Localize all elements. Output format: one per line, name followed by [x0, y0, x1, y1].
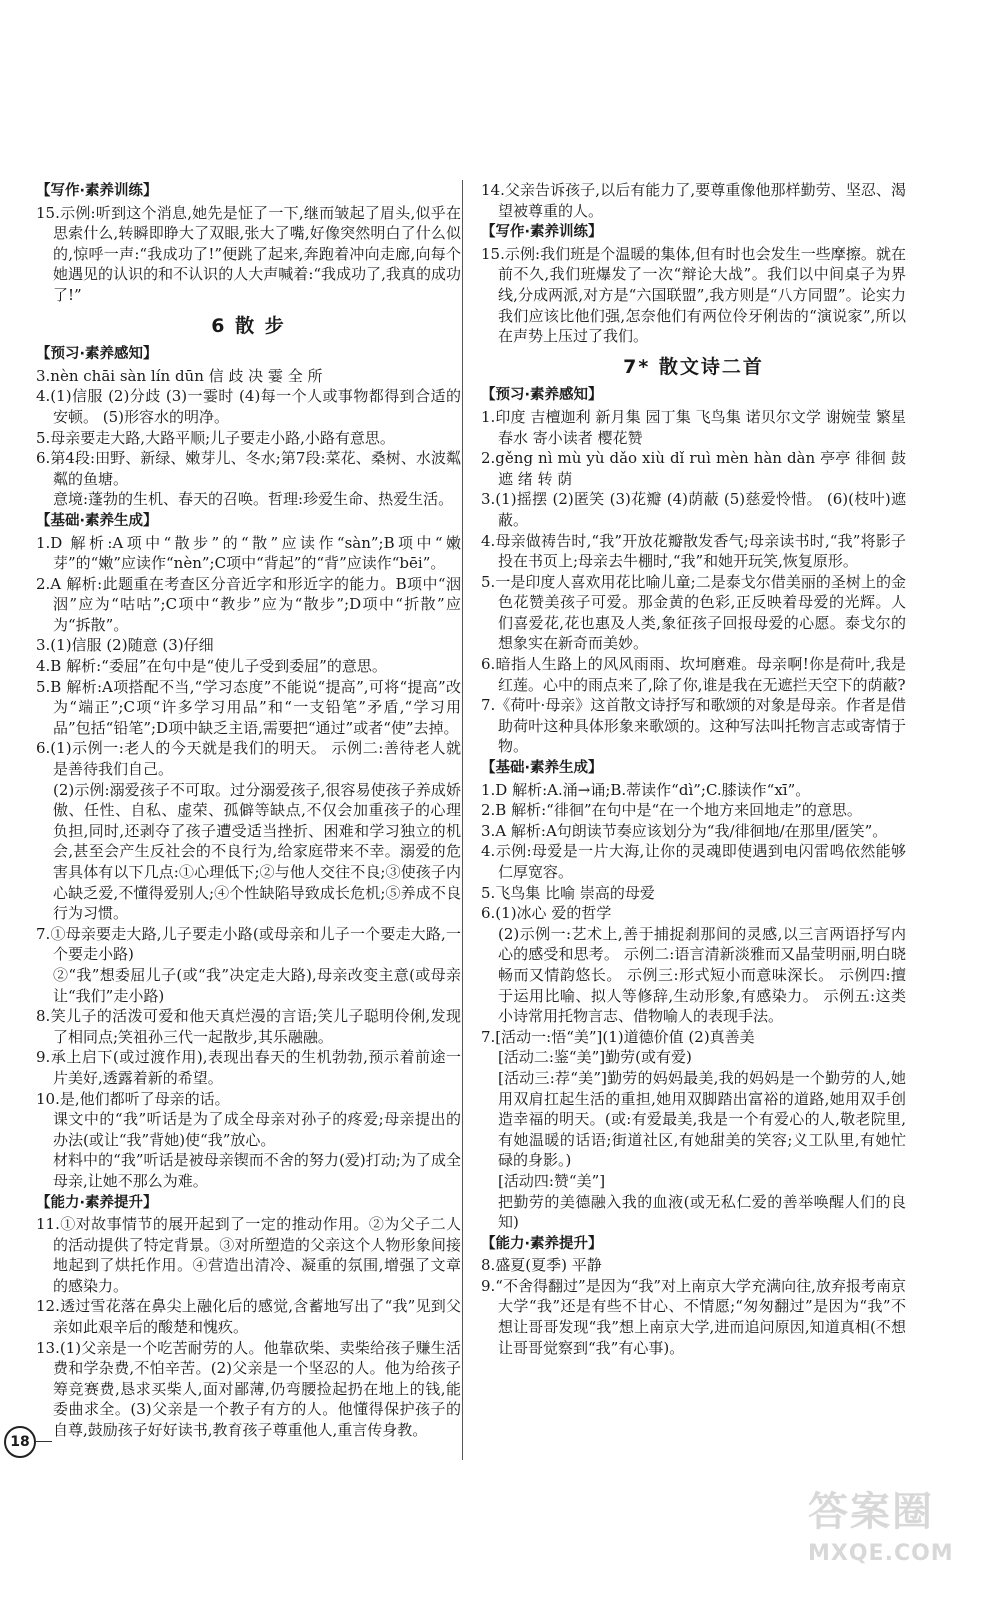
answer-item: 1.D 解析:A.涌→诵;B.蒂读作“dì”;C.膝读作“xī”。: [481, 780, 811, 799]
column-divider: [462, 180, 463, 1460]
answer-item: 4.B 解析:“委屈”在句中是“使儿子受到委屈”的意思。: [36, 657, 387, 676]
answer-item: 14.父亲告诉孩子,以后有能力了,要尊重像他那样勤劳、坚忍、渴望被尊重的人。: [481, 181, 906, 220]
answer-subitem: (2)示例:溺爱孩子不可取。过分溺爱孩子,很容易使孩子养成娇傲、任性、自私、虚荣、孤僻等缺点,不仅会加重孩子的心理负担,同时,还剥夺了孩子遭受适当挫折、困难和学习独立的机会,甚至会产生反社会的不良行为,给家庭带来不幸。溺爱的危害具体有以下几点:①心理低下;②与他人交往不良;③使孩子内心缺乏爱,不懂得爱别人;④个性缺陷导致成长危机;⑤养成不良行为习惯。: [53, 780, 461, 923]
answer-item: 5.B 解析:A项搭配不当,“学习态度”不能说“提高”,可将“提高”改为“端正”;C项“许多学习用品”和“一支铅笔”矛盾,“学习用品”包括“铅笔”;D项中缺乏主语,需要把“通过”或者“使”去掉。: [36, 677, 461, 737]
answer-item: 13.(1)父亲是一个吃苦耐劳的人。他靠砍柴、卖柴给孩子赚生活费和学杂费,不怕辛苦。(2)父亲是一个坚忍的人。他为给孩子筹竞赛费,恳求买柴人,面对鄙薄,仍弯腰捡起扔在地上的钱,能委曲求全。(3)父亲是一个教子有方的人。他懂得保护孩子的自尊,鼓励孩子好好读书,教育孩子尊重他人,重言传身教。: [36, 1338, 461, 1440]
answer-subitem: ②“我”想委屈儿子(或“我”决定走大路),母亲改变主意(或母亲让“我们”走小路): [53, 965, 461, 1005]
section-heading-writing: 【写作·素养训练】: [481, 224, 603, 241]
answer-item: 7.《荷叶·母亲》这首散文诗抒写和歌颂的对象是母亲。作者是借助荷叶这种具体形象来歌颂的。这种写法叫托物言志或寄情于物。: [481, 696, 906, 756]
answer-item: 7.①母亲要走大路,儿子要走小路(或母亲和儿子一个要走大路,一个要走小路): [36, 924, 461, 964]
section-heading-ability: 【能力·素养提升】: [36, 1194, 158, 1211]
watermark-logo: [808, 1480, 978, 1590]
answer-item: 5.母亲要走大路,大路平顺;儿子要走小路,小路有意思。: [36, 428, 395, 447]
answer-item: 15.示例:我们班是个温暖的集体,但有时也会发生一些摩擦。就在前不久,我们班爆发了一次“辩论大战”。我们以中间桌子为界线,分成两派,对方是“六国联盟”,我方则是“八方同盟”。论实力我们应该比他们强,怎奈他们有两位伶牙俐齿的“演说家”,所以在声势上压过了我们。: [481, 244, 906, 346]
section-heading-ability: 【能力·素养提升】: [481, 1235, 603, 1252]
watermark-logo-text: 答案圈: [808, 1489, 934, 1535]
watermark-url: MXQE.COM: [808, 1541, 954, 1566]
lesson-title-6: 6 散 步: [211, 314, 286, 337]
answer-item: 5.一是印度人喜欢用花比喻儿童;二是泰戈尔借美丽的圣树上的金色花赞美孩子可爱。那金黄的色彩,正反映着母爱的光辉。人们喜爱花,花也惠及人类,象征孩子回报母爱的心愿。泰戈尔的想象实在新奇而美妙。: [481, 572, 906, 653]
answer-item: 3.A 解析:A句朗读节奏应该划分为“我/徘徊地/在那里/匿笑”。: [481, 821, 888, 840]
answer-item: 10.是,他们都听了母亲的话。: [36, 1089, 230, 1108]
section-heading-basic: 【基础·素养生成】: [481, 760, 603, 777]
right-column: [481, 180, 906, 1358]
answer-item: 15.示例:听到这个消息,她先是怔了一下,继而皱起了眉头,似乎在思索什么,转瞬即睁大了双眼,张大了嘴,好像突然明白了什么似的,惊呼一声:“我成功了!”便跳了起来,奔跑着冲向走廊,向每个她遇见的认识的和不认识的人大声喊着:“我成功了,我真的成功了!”: [36, 203, 461, 304]
answer-item: 5.飞鸟集 比喻 崇高的母爱: [481, 883, 655, 902]
answer-item: 4.(1)信服 (2)分歧 (3)一霎时 (4)每一个人或事物都得到合适的安顿。 (5)形容水的明净。: [36, 387, 461, 426]
answer-item: 6.暗指人生路上的风风雨雨、坎坷磨难。母亲啊!你是荷叶,我是红莲。心中的雨点来了,除了你,谁是我在无遮拦天空下的荫蔽?: [481, 655, 906, 694]
answer-subitem: 材料中的“我”听话是被母亲锲而不舍的努力(爱)打动;为了成全母亲,让她不那么为难。: [53, 1151, 461, 1190]
answer-subitem: 意境:蓬勃的生机、春天的召唤。哲理:珍爱生命、热爱生活。: [53, 490, 454, 509]
answer-subitem: (2)示例一:艺术上,善于捕捉刹那间的灵感,以三言两语抒写内心的感受和思考。 示例二:语言清新淡雅而又晶莹明丽,明白晓畅而又情韵悠长。 示例三:形式短小而意味深长。 示例四:擅于运用比喻、拟人等修辞,生动形象,有感染力。 示例五:这类小诗常用托物言志、借物喻人的表现手法。: [498, 924, 906, 1026]
answer-item: 9.“不舍得翻过”是因为“我”对上南京大学充满向往,放弃报考南京大学“我”还是有些不甘心、不情愿;“匆匆翻过”是因为“我”不想让哥哥发现“我”想上南京大学,进而追问原因,知道真相(不想让哥哥觉察到“我”有心事)。: [481, 1276, 906, 1357]
answer-item: 12.透过雪花落在鼻尖上融化后的感觉,含蓄地写出了“我”见到父亲如此艰辛后的酸楚和愧疚。: [36, 1297, 461, 1337]
answer-subitem: 把勤劳的美德融入我的血液(或无私仁爱的善举唤醒人们的良知): [498, 1192, 906, 1232]
section-heading-preview: 【预习·素养感知】: [36, 346, 158, 363]
answer-item: 8.盛夏(夏季) 平静: [481, 1256, 602, 1275]
answer-item: 7.[活动一:悟“美”](1)道德价值 (2)真善美: [481, 1027, 755, 1046]
answer-item: 6.第4段:田野、新绿、嫩芽儿、冬水;第7段:菜花、桑树、水波粼粼的鱼塘。: [36, 449, 461, 488]
answer-item: 2.gěng nì mù yù dǎo xiù dǐ ruì mèn hàn dàn 亭亭 徘徊 鼓 遮 绪 转 荫: [481, 449, 906, 488]
left-column: [36, 180, 461, 1441]
answer-item: 3.nèn chāi sàn lín dūn 信 歧 决 霎 全 所: [36, 366, 323, 385]
answer-subitem: [活动二:鉴“美”]勤劳(或有爱): [498, 1048, 692, 1067]
answer-item: 3.(1)摇摆 (2)匿笑 (3)花瓣 (4)荫蔽 (5)慈爱怜惜。 (6)(枝叶)遮蔽。: [481, 490, 906, 529]
lesson-title-7: 7* 散文诗二首: [623, 355, 764, 378]
answer-item: 6.(1)冰心 爱的哲学: [481, 904, 612, 923]
page-number: 18: [4, 1426, 36, 1458]
section-heading-preview: 【预习·素养感知】: [481, 387, 603, 404]
section-heading-basic: 【基础·素养生成】: [36, 512, 158, 529]
answer-item: 2.B 解析:“徘徊”在句中是“在一个地方来回地走”的意思。: [481, 801, 862, 820]
answer-item: 4.母亲做祷告时,“我”开放花瓣散发香气;母亲读书时,“我”将影子投在书页上;母亲去牛棚时,“我”和她开玩笑,恢复原形。: [481, 531, 906, 571]
answer-item: 1.印度 吉檀迦利 新月集 园丁集 飞鸟集 诺贝尔文学 谢婉莹 繁星 春水 寄小读者 樱花赞: [481, 407, 906, 447]
answer-item: 8.笑儿子的活泼可爱和他天真烂漫的言语;笑儿子聪明伶俐,发现了相同点;笑祖孙三代一起散步,其乐融融。: [36, 1007, 461, 1046]
answer-item: 3.(1)信服 (2)随意 (3)仔细: [36, 636, 214, 655]
answer-item: 9.承上启下(或过渡作用),表现出春天的生机勃勃,预示着前途一片美好,透露着新的希望。: [36, 1048, 461, 1087]
section-heading-writing: 【写作·素养训练】: [36, 183, 158, 199]
answer-item: 4.示例:母爱是一片大海,让你的灵魂即使遇到电闪雷鸣依然能够仁厚宽容。: [481, 842, 906, 881]
answer-subitem: 课文中的“我”听话是为了成全母亲对孙子的疼爱;母亲提出的办法(或让“我”背她)使“我”放心。: [53, 1110, 461, 1149]
page-number-rule: [36, 1441, 52, 1442]
answer-item: 2.A 解析:此题重在考查区分音近字和形近字的能力。B项中“洇洇”应为“咕咕”;C项中“教步”应为“散步”;D项中“折散”应为“拆散”。: [36, 574, 461, 634]
answer-subitem: [活动三:荐“美”]勤劳的妈妈最美,我的妈妈是一个勤劳的人,她用双肩扛起生活的重担,她用双脚踏出富裕的道路,她用双手创造幸福的明天。(或:有爱最美,我是一个有爱心的人,敬老院里,有她温暖的话语;街道社区,有她甜美的笑容;义工队里,有她忙碌的身影。): [498, 1068, 906, 1170]
answer-item: 1.D 解析:A项中“散步”的“散”应读作“sàn”;B项中“嫩芽”的“嫩”应读作“nèn”;C项中“背起”的“背”应读作“bēi”。: [36, 533, 461, 573]
answer-item: 11.①对故事情节的展开起到了一定的推动作用。②为父子二人的活动提供了特定背景。③对所塑造的父亲这个人物形象间接地起到了烘托作用。④营造出清冷、凝重的氛围,增强了文章的感染力。: [36, 1215, 461, 1295]
answer-item: 6.(1)示例一:老人的今天就是我们的明天。 示例二:善待老人就是善待我们自己。: [36, 739, 461, 779]
answer-subitem: [活动四:赞“美”]: [498, 1171, 606, 1190]
